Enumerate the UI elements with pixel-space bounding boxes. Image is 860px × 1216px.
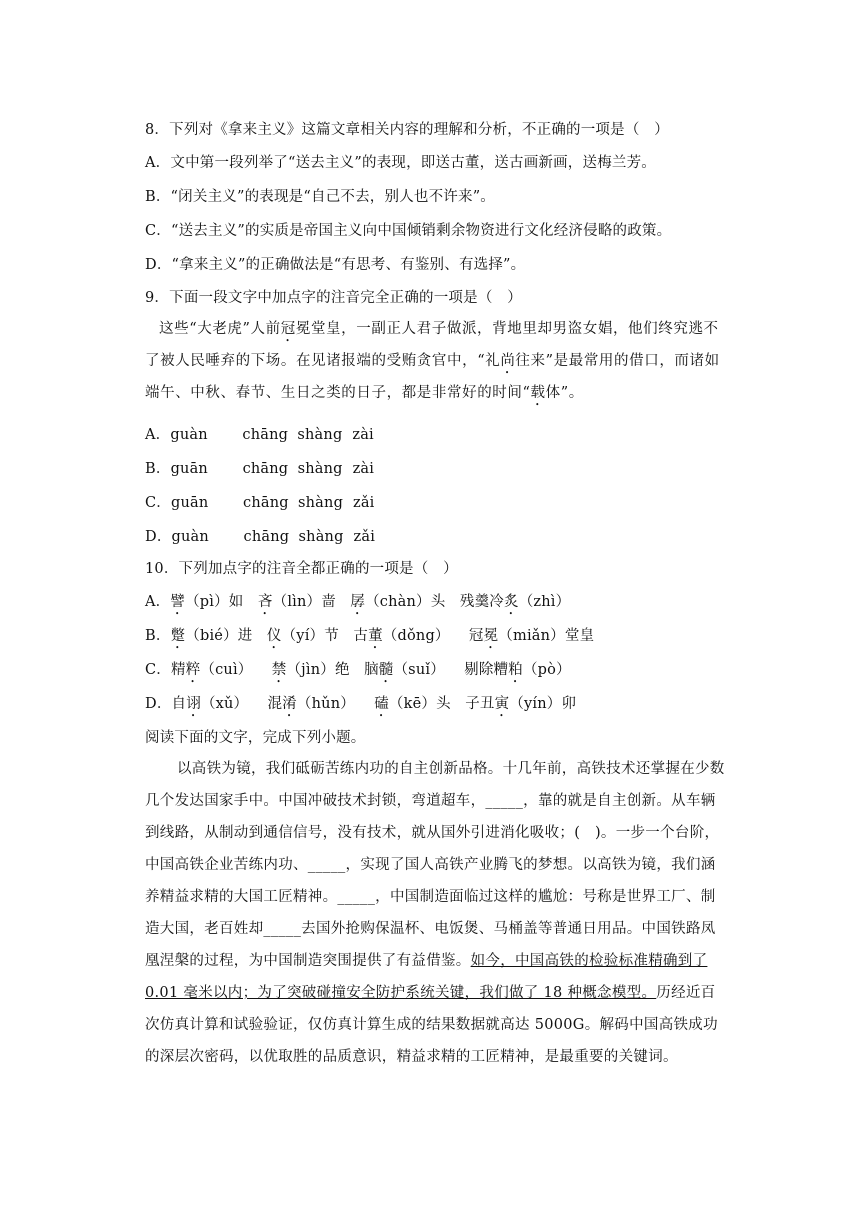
pinyin: shàng	[297, 461, 343, 477]
option-letter: A．	[145, 594, 171, 610]
q9-stem: 9．下面一段文字中加点字的注音完全正确的一项是（ ）	[145, 290, 522, 306]
q8-option-b: B．“闭关主义”的表现是“自己不去，别人也不许来”。	[145, 189, 496, 205]
reading-text: （pì）如	[185, 594, 244, 610]
pinyin: zǎi	[353, 495, 375, 511]
q8-option-a: A．文中第一段列举了“送去主义”的表现，即送古董，送古画新画，送梅兰芳。	[145, 155, 656, 171]
pinyin: chāng	[242, 427, 289, 443]
reading-text: （lìn）啬	[272, 594, 336, 610]
q9-option-c	[145, 491, 375, 512]
q9-option-b	[145, 457, 374, 478]
option-letter: A．	[145, 427, 171, 443]
reading-text: （cuì）	[200, 662, 253, 678]
word-prefix: 混	[267, 696, 283, 712]
q9-passage-text: 冕堂皇，一副正人君子做派，背地里却男盗女娼，他们终究逃不了被人民唾弃的下场。在见诸报端的受贿贪官中，“礼	[145, 321, 719, 369]
reading-text: （jìn）绝	[286, 662, 350, 678]
pinyin: guān	[170, 461, 208, 477]
word-prefix: 冠	[468, 628, 484, 644]
reading-text: （hǔn）	[296, 696, 355, 712]
q9-dotted-char-shang: 尚	[500, 353, 516, 369]
reading-instruction: 阅读下面的文字，完成下列小题。	[145, 730, 366, 746]
option-letter: C．	[145, 495, 171, 511]
reading-text: （pò）	[522, 662, 571, 678]
q10-option-c	[145, 658, 571, 686]
q10-option-b	[145, 624, 594, 652]
reading-text: （zhì）	[518, 594, 571, 610]
q10-option-d	[145, 692, 576, 720]
q9-dotted-char-zai: 载	[530, 385, 546, 401]
dotted-char: 譬	[170, 594, 186, 610]
dotted-char: 冕	[483, 628, 499, 644]
dotted-char: 炙	[504, 594, 519, 610]
pinyin: zǎi	[353, 529, 376, 545]
reading-text: （yín）卯	[509, 696, 577, 712]
q10-stem: 10．下列加点字的注音全都正确的一项是（ ）	[145, 561, 458, 577]
pinyin: guān	[171, 495, 209, 511]
dotted-char: 粕	[508, 662, 523, 678]
pinyin: chāng	[243, 495, 289, 511]
dotted-char: 磕	[374, 696, 389, 712]
q9-option-d	[145, 525, 375, 546]
option-letter: D．	[145, 529, 172, 545]
dotted-char: 诩	[186, 696, 201, 712]
dotted-char: 寅	[494, 696, 510, 712]
dotted-char: 吝	[257, 594, 273, 610]
dotted-char: 淆	[282, 696, 297, 712]
pinyin: chāng	[243, 529, 290, 545]
q9-passage-text: 体”。	[545, 385, 584, 401]
word-prefix: 残羹冷	[459, 594, 504, 610]
reading-text: （chàn）头	[365, 594, 446, 610]
pinyin: shàng	[297, 427, 343, 443]
passage-text: 历经近百次仿真计算和试验验证，仅仿真计算生成的结果数据就高达 5000G。解码中国高铁成功的深层次密码，以优取胜的品质意识，精益求精的工匠精神，是最重要的关键词。	[145, 985, 718, 1065]
q9-passage-text: 往来”是最常用的借口，而诸如端午、中秋、春节、生日之类的日子，都是非常好的时间“	[145, 353, 720, 401]
q9-dotted-char-guan: 冠	[280, 321, 296, 337]
q8-option-c: C．“送去主义”的实质是帝国主义向中国倾销剩余物资进行文化经济侵略的政策。	[145, 223, 672, 239]
option-letter: C．	[145, 662, 171, 678]
word-prefix: 剔除糟	[464, 662, 509, 678]
pinyin: zài	[352, 427, 374, 443]
reading-text: （kē）头	[388, 696, 451, 712]
pinyin: guàn	[170, 427, 208, 443]
reading-text: （suǐ）	[393, 662, 445, 678]
pinyin: shàng	[298, 529, 344, 545]
q10-option-a	[145, 590, 570, 618]
underlined-sentence: 如今，中国高铁的检验标准精确到了 0.01 毫米以内；为了突破碰撞安全防护系统关键，我们做了 18 种概念模型。	[145, 953, 708, 1001]
dotted-char: 仪	[266, 628, 282, 644]
word-prefix: 脑	[364, 662, 379, 678]
reading-passage	[145, 753, 727, 1073]
q9-passage-text: 这些“大老虎”人前	[159, 321, 281, 337]
q9-passage	[145, 313, 725, 409]
reading-text: （xǔ）	[200, 696, 249, 712]
pinyin: zài	[352, 461, 375, 477]
dotted-char: 禁	[271, 662, 287, 678]
dotted-char: 蹩	[170, 628, 186, 644]
pinyin: chāng	[242, 461, 289, 477]
word-prefix: 精	[171, 662, 186, 678]
word-prefix: 古	[353, 628, 369, 644]
reading-text: （miǎn）堂皇	[498, 628, 595, 644]
q9-option-a	[145, 423, 374, 444]
dotted-char: 粹	[185, 662, 201, 678]
q8-option-d: D．“拿来主义”的正确做法是“有思考、有鉴别、有选择”。	[145, 257, 526, 273]
word-prefix: 子丑	[465, 696, 495, 712]
option-letter: B．	[145, 461, 171, 477]
pinyin: shàng	[298, 495, 344, 511]
q8-stem: 8．下列对《拿来主义》这篇文章相关内容的理解和分析，不正确的一项是（ ）	[145, 122, 669, 138]
passage-text: 以高铁为镜，我们砥砺苦练内功的自主创新品格。十几年前，高铁技术还掌握在少数几个发达国家手中。中国冲破技术封锁，弯道超车，_____，靠的就是自主创新。从车辆到线路，从制动到通信信号，没有技术，就从国外引进消化吸收；( )。一步一个台阶，中国高铁企业苦练内功、_____，实现了国人高铁产业腾飞的梦想。以高铁为镜，我们涵养精益求精的大国工匠精神。_____，中国制造面临过这样的尴尬：号称是世界工厂、制造大国，老百姓却_____去国外抢购保温杯、电饭煲、马桶盖等普通日用品。中国铁路凤凰涅槃的过程，为中国制造突围提供了有益借鉴。	[145, 761, 725, 969]
pinyin: guàn	[171, 529, 209, 545]
option-letter: B．	[145, 628, 171, 644]
dotted-char: 孱	[350, 594, 366, 610]
reading-text: （yí）节	[281, 628, 339, 644]
word-prefix: 自	[171, 696, 187, 712]
dotted-char: 髓	[378, 662, 394, 678]
reading-text: （bié）进	[185, 628, 253, 644]
option-letter: D．	[145, 696, 172, 712]
dotted-char: 董	[368, 628, 383, 644]
reading-text: （dǒng）	[382, 628, 450, 644]
